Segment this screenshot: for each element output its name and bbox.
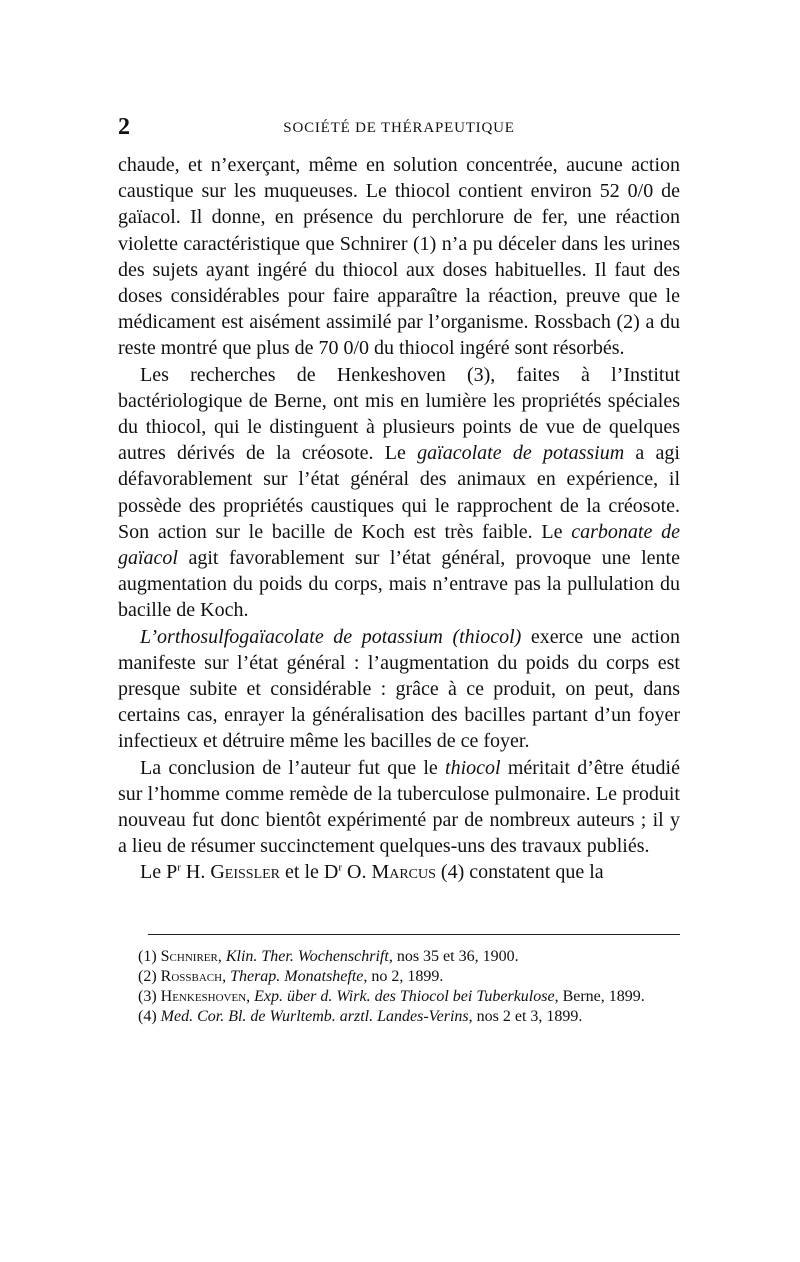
footnote-4-number: (4): [138, 1008, 161, 1025]
paragraph-5-text-i: (4) constatent que la: [435, 861, 604, 884]
footnote-3-number: (3): [138, 988, 161, 1005]
paragraph-5: [118, 859, 680, 885]
footnote-2-title: Therap. Monatshefte: [230, 968, 364, 985]
footnote-1-title: Klin. Ther. Wochenschrift: [225, 948, 389, 965]
body-text: [118, 152, 680, 886]
paragraph-1: [118, 152, 680, 362]
page-header: [118, 114, 680, 142]
paragraph-5-author-marcus: Marcus: [371, 861, 436, 884]
footnote-4-title: Med. Cor. Bl. de Wurltemb. arztl. Landes-Verins: [160, 1008, 469, 1025]
paragraph-3-text-b: exerce une action manifeste sur l’état général : l’augmentation du poids du corps est presque subite et considérable : grâce à ce produit, on peut, dans certains cas, enrayer la généralisation des bacilles partant d’un foyer infectieux et détruire même les bacilles de ce foyer.: [118, 625, 680, 753]
paragraph-2-text-a: Les recherches de Henkeshoven (3), faites à l’Institut bactériologique de Berne, ont mis en lumière les propriétés spéciales du thiocol, qui le distinguent à plusieurs points de vue de quelques autres dérivés de la créosote. Le: [118, 363, 680, 465]
paragraph-1-text: chaude, et n’exerçant, même en solution concentrée, aucune action caustique sur les muqueuses. Le thiocol contient environ 52 0/0 de gaïacol. Il donne, en présence du perchlorure de fer, une réaction violette caractéristique que Schnirer (1) n’a pu déceler dans les urines des sujets ayant ingéré du thiocol aux doses habituelles. Il faut des doses considérables pour faire apparaître la réaction, preuve que le médicament est aisément assimilé par l’organisme. Rossbach (2) a du reste montré que plus de 70 0/0 du thiocol ingéré sont résorbés.: [118, 154, 680, 360]
paragraph-5-author-geissler: Geissler: [210, 861, 281, 884]
paragraph-5-text-c: H.: [180, 861, 211, 884]
footnote-3-title: Exp. über d. Wirk. des Thiocol bei Tuberkulose: [254, 988, 555, 1005]
footnote-4: [118, 1007, 680, 1027]
footnote-2: [118, 967, 680, 987]
paragraph-2-text-c: a agi défavorablement sur l’état général des animaux en expérience, il possède des propriétés caustiques qui le rapprochent de la créosote. Son action sur le bacille de Koch est très faible. Le: [118, 442, 680, 543]
running-title: SOCIÉTÉ DE THÉRAPEUTIQUE: [283, 120, 515, 136]
footnote-divider: [148, 934, 680, 935]
paragraph-5-text-g: O.: [342, 861, 372, 884]
footnote-1-details: , nos 35 et 36, 1900.: [388, 948, 519, 965]
paragraph-4-text-a: La conclusion de l’auteur fut que le: [140, 756, 446, 779]
footnote-3: [118, 987, 680, 1007]
footnote-4-details: , nos 2 et 3, 1899.: [468, 1008, 583, 1025]
footnote-2-number: (2): [138, 968, 161, 985]
footnote-1-number: (1): [138, 948, 161, 965]
paragraph-5-text-a: Le P: [140, 861, 178, 884]
paragraph-4: [118, 755, 680, 860]
footnote-3-details: , Berne, 1899.: [554, 988, 645, 1005]
paragraph-4-italic-thiocol: thiocol: [445, 756, 501, 779]
paragraph-2-italic-carbonate: carbonate de gaïacol: [118, 520, 680, 570]
page-number: 2: [118, 114, 130, 140]
paragraph-2-italic-gaiacolate: gaïacolate de potassium: [417, 442, 625, 465]
paragraph-3: [118, 624, 680, 755]
footnote-1-separator: ,: [217, 948, 226, 965]
paragraph-3-italic-thiocol: L’orthosulfogaïacolate de potassium (thiocol): [140, 625, 522, 648]
footnote-1-author: Schnirer: [160, 948, 218, 965]
footnotes: [118, 947, 680, 1027]
paragraph-5-sup-r2: r: [338, 861, 342, 874]
footnote-3-separator: ,: [246, 988, 255, 1005]
footnote-1: [118, 947, 680, 967]
paragraph-5-text-e: et le D: [280, 861, 339, 884]
paragraph-2: [118, 362, 680, 624]
paragraph-2-text-e: agit favorablement sur l’état général, provoque une lente augmentation du poids du corps, mais n’entrave pas la pullulation du bacille de Koch.: [118, 547, 680, 622]
paragraph-5-sup-r1: r: [177, 861, 181, 874]
footnote-3-author: Henkeshoven: [160, 988, 247, 1005]
paragraph-4-text-c: méritait d’être étudié sur l’homme comme remède de la tuberculose pulmonaire. Le produit nouveau fut donc bientôt expérimenté par de nombreux auteurs ; il y a lieu de résumer succinctement quelques-uns des travaux publiés.: [118, 756, 680, 858]
footnote-2-author: Rossbach: [160, 968, 223, 985]
footnote-2-separator: ,: [222, 968, 231, 985]
footnote-2-details: , no 2, 1899.: [363, 968, 444, 985]
